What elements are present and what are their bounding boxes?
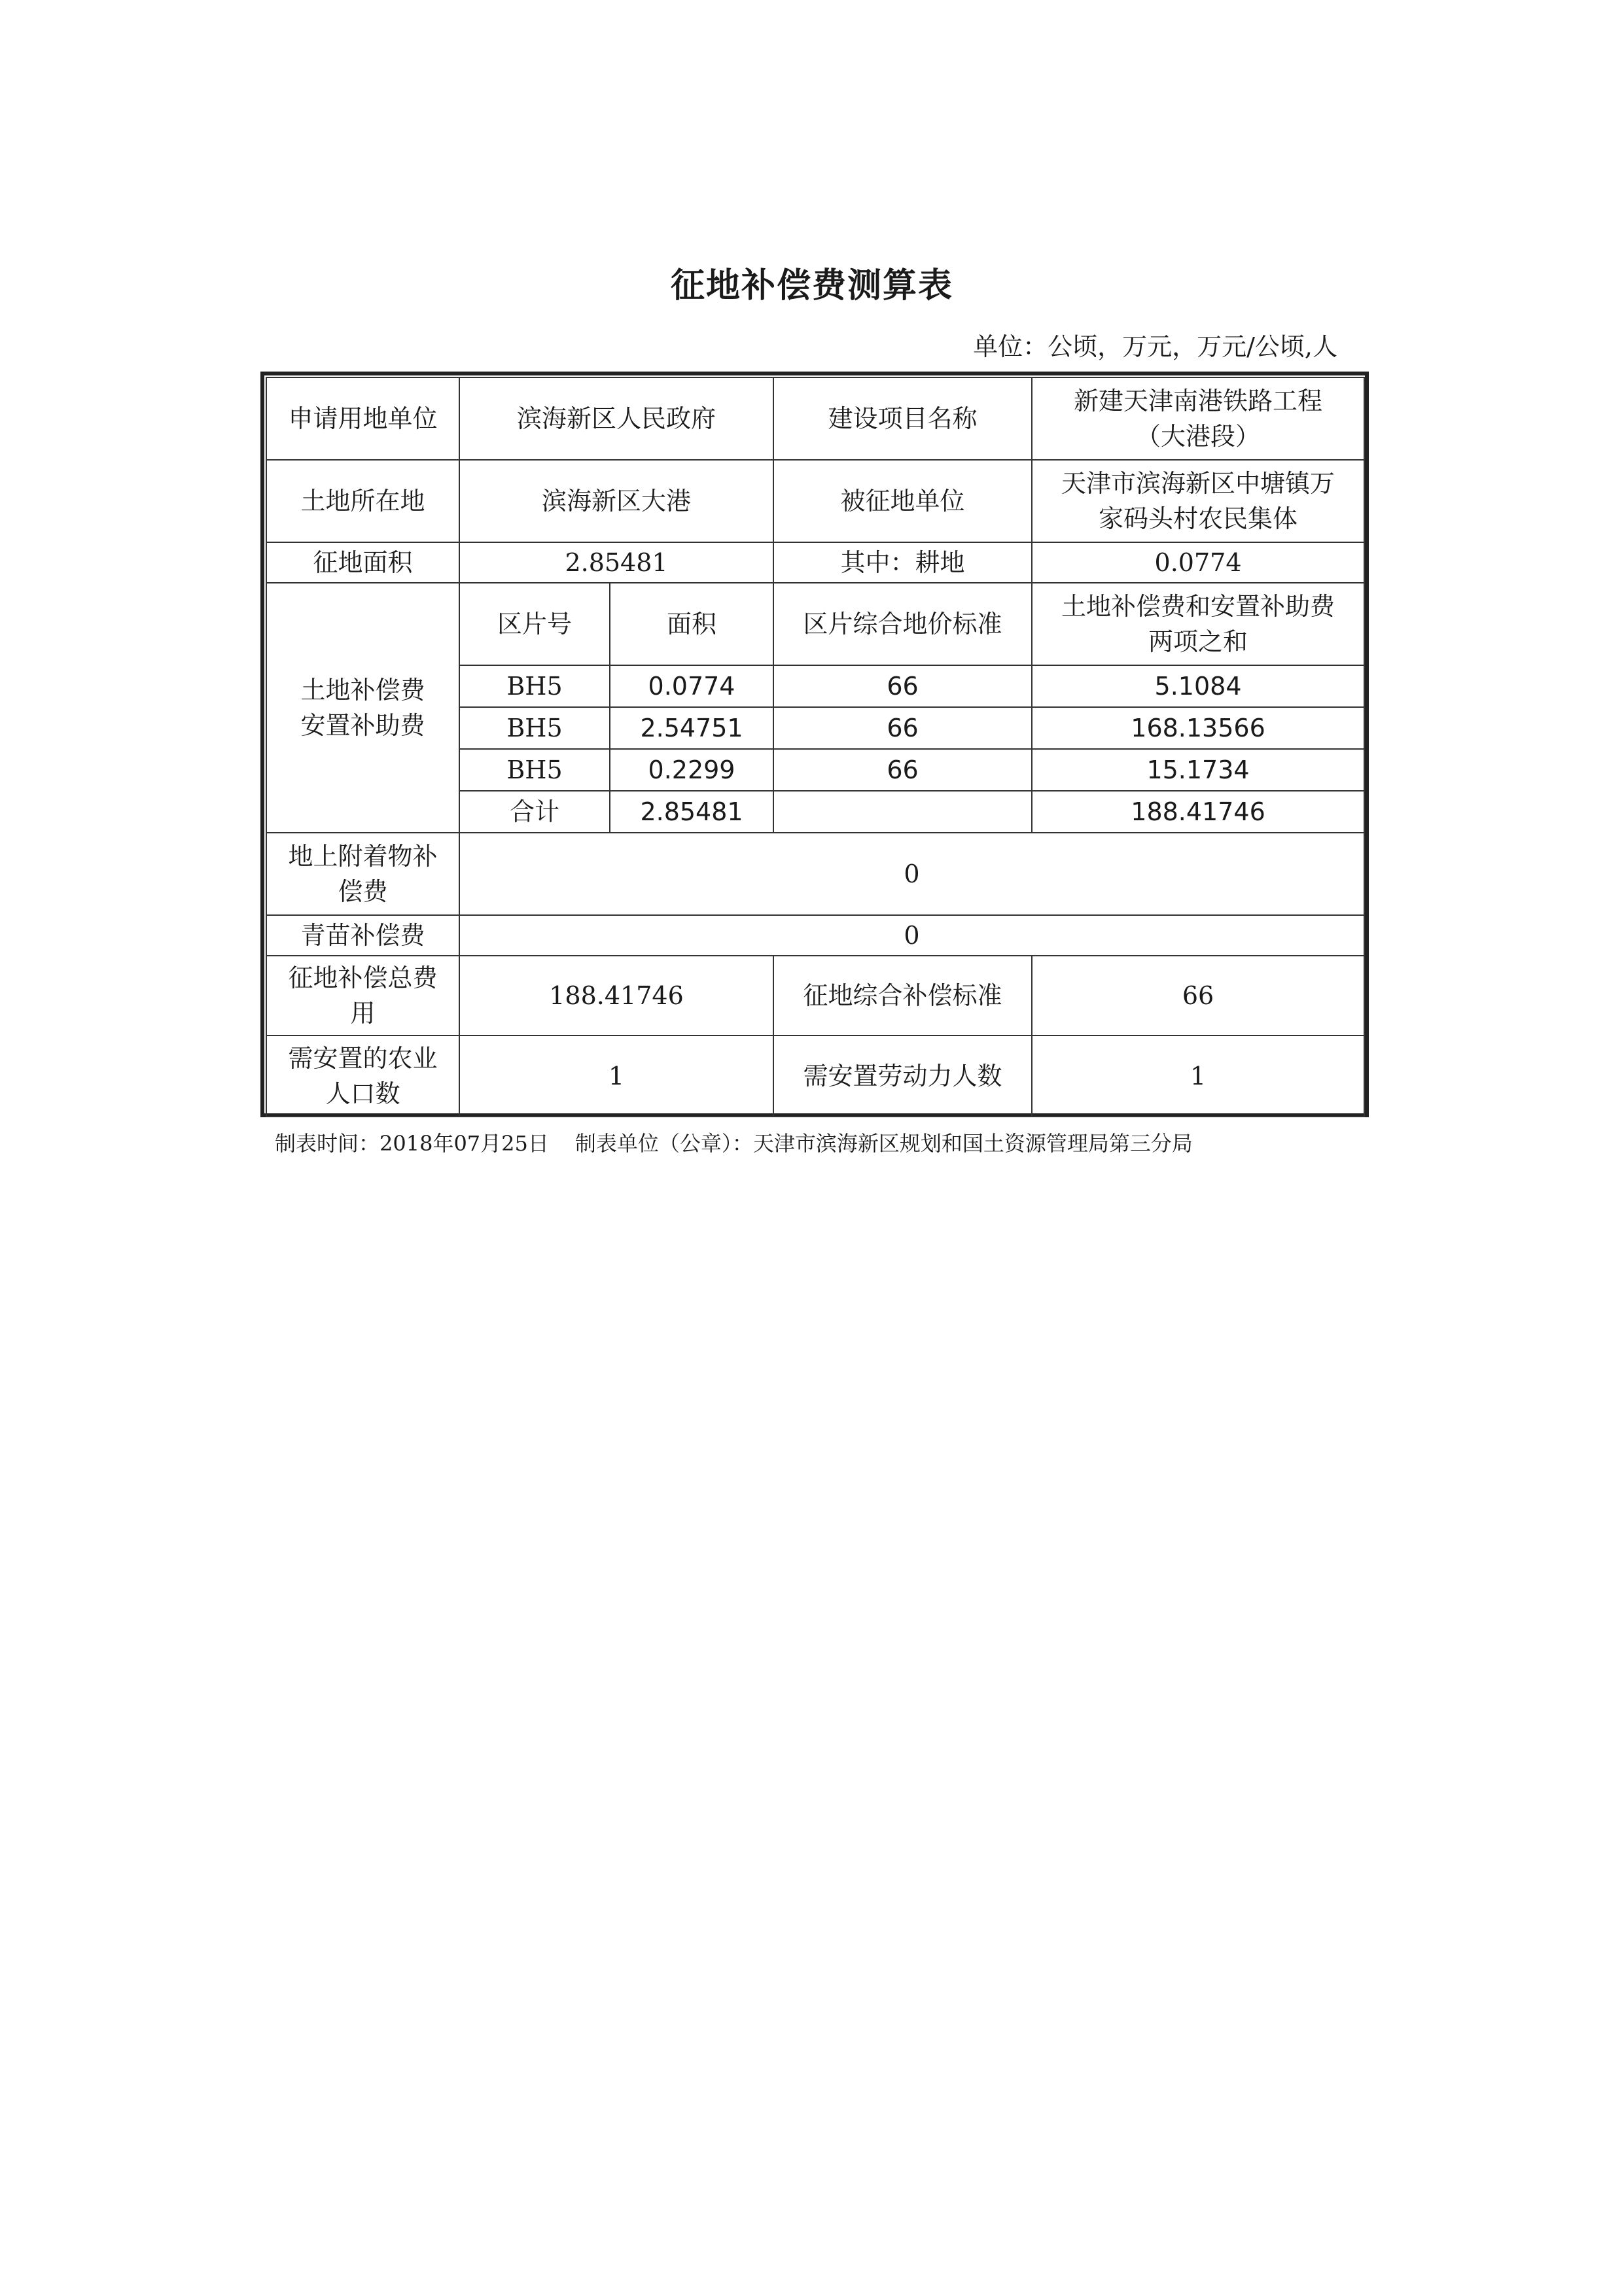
sum-header-line-1: 土地补偿费和安置补助费 xyxy=(1061,592,1335,621)
area-value: 2.85481 xyxy=(459,542,773,583)
attachments-label-line-1: 地上附着物补 xyxy=(288,842,438,871)
area-label: 征地面积 xyxy=(266,542,459,583)
sum-cell: 5.1084 xyxy=(1032,665,1364,707)
attachments-label-line-2: 偿费 xyxy=(338,877,388,906)
price-cell: 66 xyxy=(773,749,1032,791)
compensation-label xyxy=(266,583,459,833)
attachments-value: 0 xyxy=(459,833,1364,915)
total-fee-label-line-1: 征地补偿总费 xyxy=(288,964,438,992)
total-fee-value: 188.41746 xyxy=(459,956,773,1035)
total-fee-label xyxy=(266,956,459,1035)
price-header: 区片综合地价标准 xyxy=(773,583,1032,665)
project-value xyxy=(1032,377,1364,460)
sum-cell: 168.13566 xyxy=(1032,707,1364,749)
footer xyxy=(275,1124,1193,1163)
table-row xyxy=(266,460,1364,542)
table-row xyxy=(266,583,1364,665)
expropriated-value-line-2: 家码头村农民集体 xyxy=(1099,504,1298,533)
zone-cell: BH5 xyxy=(459,665,610,707)
total-fee-label-line-2: 用 xyxy=(350,999,376,1028)
labor-value: 1 xyxy=(1032,1035,1364,1117)
expropriated-value-line-1: 天津市滨海新区中塘镇万 xyxy=(1061,469,1335,498)
total-sum: 188.41746 xyxy=(1032,791,1364,833)
population-label-line-1: 需安置的农业 xyxy=(288,1044,438,1073)
area-cell: 2.54751 xyxy=(610,707,773,749)
unit-line: 单位：公顷，万元，万元/公顷,人 xyxy=(973,332,1337,361)
area-cell: 0.0774 xyxy=(610,665,773,707)
total-area: 2.85481 xyxy=(610,791,773,833)
project-value-line-2: （大港段） xyxy=(1136,422,1261,451)
table-row xyxy=(266,956,1364,1035)
zone-cell: BH5 xyxy=(459,749,610,791)
compensation-label-line-2: 安置补助费 xyxy=(300,711,425,740)
seedlings-value: 0 xyxy=(459,915,1364,956)
labor-label: 需安置劳动力人数 xyxy=(773,1035,1032,1117)
sum-cell: 15.1734 xyxy=(1032,749,1364,791)
table-row xyxy=(266,542,1364,583)
total-price xyxy=(773,791,1032,833)
standard-label: 征地综合补偿标准 xyxy=(773,956,1032,1035)
compensation-table xyxy=(266,377,1365,1117)
expropriated-value xyxy=(1032,460,1364,542)
farmland-label: 其中：耕地 xyxy=(773,542,1032,583)
population-label-line-2: 人口数 xyxy=(325,1079,400,1108)
zone-header: 区片号 xyxy=(459,583,610,665)
sum-header xyxy=(1032,583,1364,665)
total-label: 合计 xyxy=(459,791,610,833)
table-row xyxy=(266,915,1364,956)
seedlings-label: 青苗补偿费 xyxy=(266,915,459,956)
compensation-label-line-1: 土地补偿费 xyxy=(300,676,425,704)
population-label xyxy=(266,1035,459,1117)
area-cell: 0.2299 xyxy=(610,749,773,791)
table-row xyxy=(266,1035,1364,1117)
standard-value: 66 xyxy=(1032,956,1364,1035)
table-row xyxy=(266,833,1364,915)
area-header: 面积 xyxy=(610,583,773,665)
expropriated-label: 被征地单位 xyxy=(773,460,1032,542)
farmland-value: 0.0774 xyxy=(1032,542,1364,583)
document-title: 征地补偿费测算表 xyxy=(670,266,953,305)
price-cell: 66 xyxy=(773,665,1032,707)
project-value-line-1: 新建天津南港铁路工程 xyxy=(1074,387,1323,415)
population-value: 1 xyxy=(459,1035,773,1117)
project-label: 建设项目名称 xyxy=(773,377,1032,460)
attachments-label xyxy=(266,833,459,915)
sum-header-line-2: 两项之和 xyxy=(1148,627,1248,656)
zone-cell: BH5 xyxy=(459,707,610,749)
footer-time: 制表时间：2018年07月25日 xyxy=(275,1131,549,1156)
table-row xyxy=(266,377,1364,460)
location-value: 滨海新区大港 xyxy=(459,460,773,542)
price-cell: 66 xyxy=(773,707,1032,749)
applicant-label: 申请用地单位 xyxy=(266,377,459,460)
applicant-value: 滨海新区人民政府 xyxy=(459,377,773,460)
location-label: 土地所在地 xyxy=(266,460,459,542)
footer-unit: 制表单位（公章）：天津市滨海新区规划和国土资源管理局第三分局 xyxy=(574,1131,1193,1156)
